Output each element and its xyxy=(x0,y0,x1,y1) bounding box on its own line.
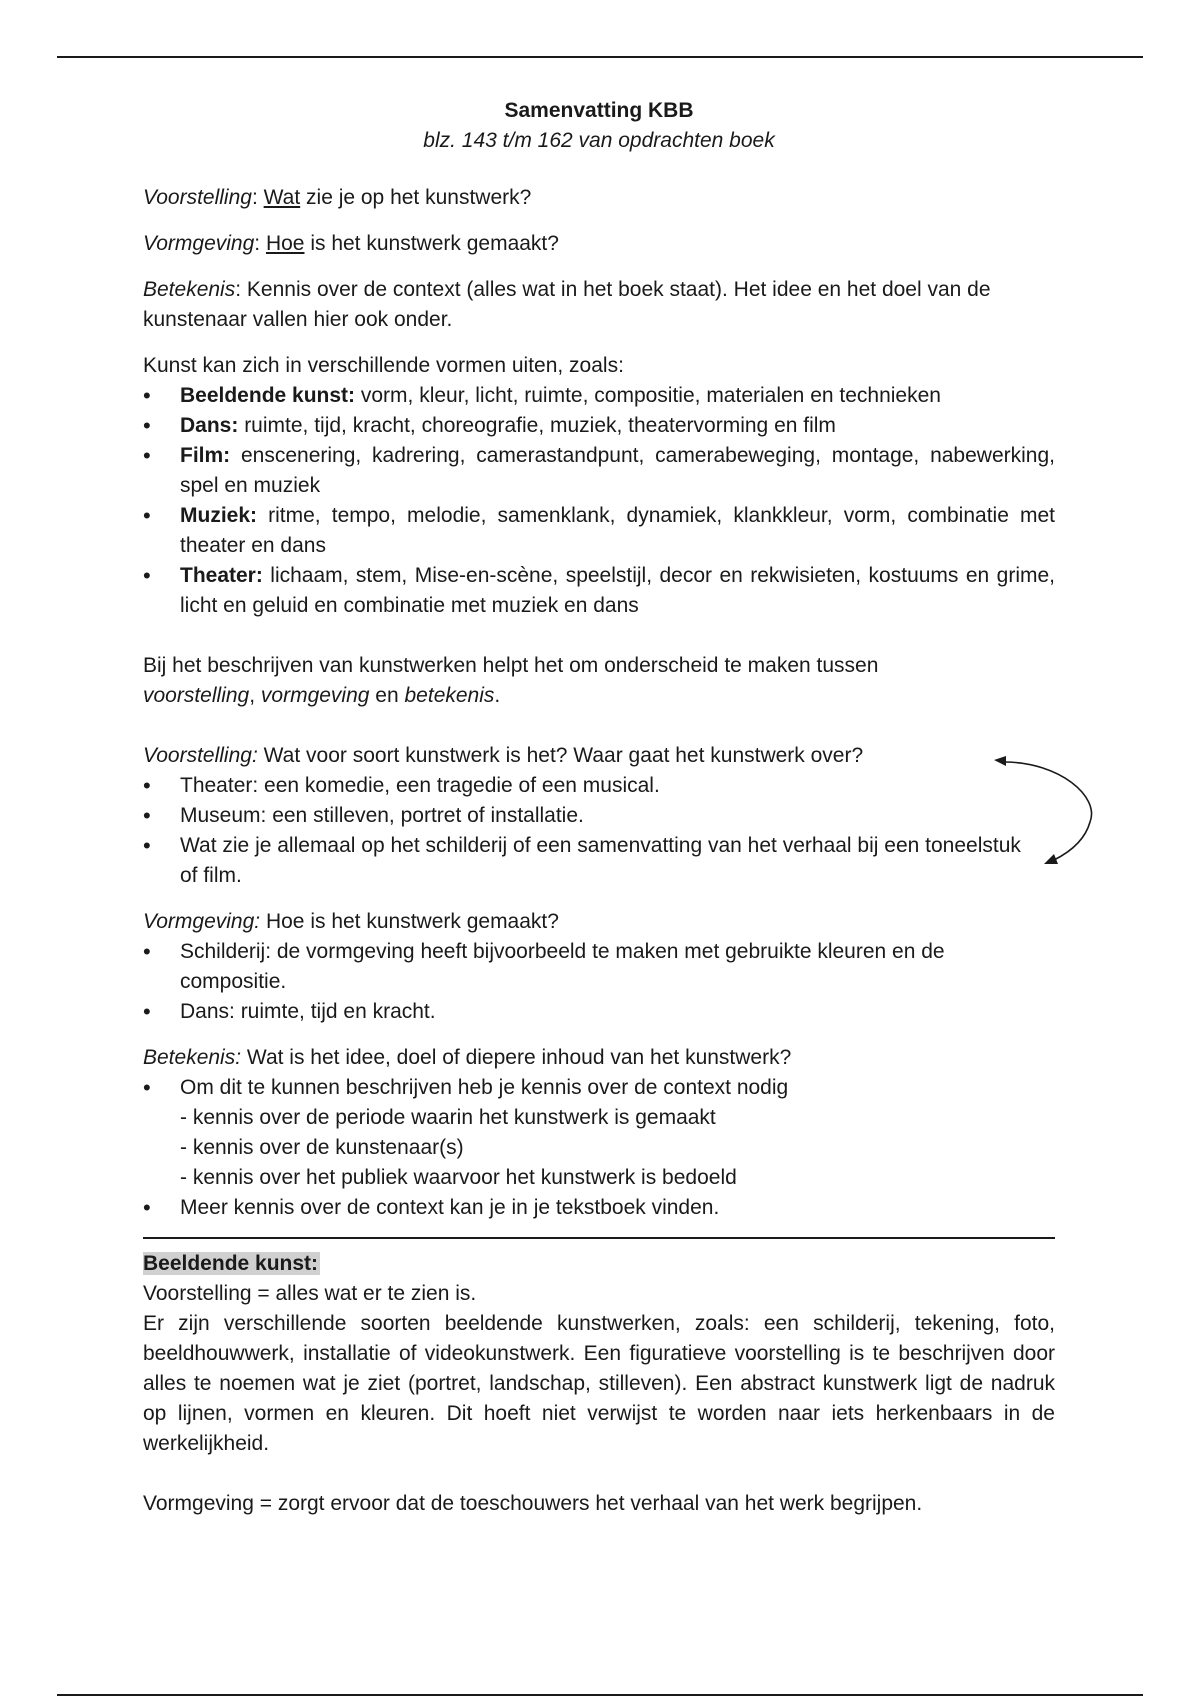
list-item: • Schilderij: de vormgeving heeft bijvoorbeeld te maken met gebruikte kleuren en de compositie. xyxy=(143,937,1023,997)
betekenis-question: Betekenis: Wat is het idee, doel of diepere inhoud van het kunstwerk? xyxy=(143,1046,792,1069)
betekenis-sublist xyxy=(180,1103,1055,1193)
forms-list xyxy=(143,381,1055,621)
definition-voorstelling: Voorstelling: Wat zie je op het kunstwerk? xyxy=(143,186,532,209)
describe-paragraph: Bij het beschrijven van kunstwerken helpt het om onderscheid te maken tussen voorstelling, vormgeving en betekenis. xyxy=(143,654,879,707)
document-title: Samenvatting KBB xyxy=(504,99,694,122)
list-item: • Meer kennis over de context kan je in je tekstboek vinden. xyxy=(143,1193,1055,1223)
list-item: • Film: enscenering, kadrering, camerastandpunt, camerabeweging, montage, nabewerking, spel en muziek xyxy=(143,441,1055,501)
vormgeving-list xyxy=(143,937,1023,1027)
document-subtitle: blz. 143 t/m 162 van opdrachten boek xyxy=(423,129,775,152)
voorstelling-list xyxy=(143,771,1023,891)
sub-item: - kennis over de kunstenaar(s) xyxy=(180,1136,464,1159)
forms-intro: Kunst kan zich in verschillende vormen uiten, zoals: xyxy=(143,354,624,377)
definition-betekenis: Betekenis: Kennis over de context (alles wat in het boek staat). Het idee en het doel van de kunstenaar vallen hier ook onder. xyxy=(143,278,991,331)
list-item: • Dans: ruimte, tijd en kracht. xyxy=(143,997,1023,1027)
list-item: • Dans: ruimte, tijd, kracht, choreografie, muziek, theatervorming en film xyxy=(143,411,1055,441)
beeldende-voorstelling: Voorstelling = alles wat er te zien is. xyxy=(143,1282,477,1305)
voorstelling-question: Voorstelling: Wat voor soort kunstwerk is het? Waar gaat het kunstwerk over? xyxy=(143,744,864,767)
list-item: • Museum: een stilleven, portret of installatie. xyxy=(143,801,1023,831)
sub-item: - kennis over de periode waarin het kunstwerk is gemaakt xyxy=(180,1106,716,1129)
vormgeving-question: Vormgeving: Hoe is het kunstwerk gemaakt? xyxy=(143,910,559,933)
list-item: • Wat zie je allemaal op het schilderij of een samenvatting van het verhaal bij een toneelstuk of film. xyxy=(143,831,1023,891)
bottom-rule xyxy=(57,1694,1143,1696)
betekenis-list xyxy=(143,1073,1055,1223)
curved-arrow-icon xyxy=(990,752,1100,872)
beeldende-heading: Beeldende kunst: xyxy=(143,1252,319,1275)
section-divider xyxy=(143,1237,1055,1239)
sub-item: - kennis over het publiek waarvoor het kunstwerk is bedoeld xyxy=(180,1166,737,1189)
beeldende-vormgeving: Vormgeving = zorgt ervoor dat de toeschouwers het verhaal van het werk begrijpen. xyxy=(143,1492,923,1515)
list-item: • Muziek: ritme, tempo, melodie, samenklank, dynamiek, klankkleur, vorm, combinatie met theater en dans xyxy=(143,501,1055,561)
beeldende-paragraph: Er zijn verschillende soorten beeldende kunstwerken, zoals: een schilderij, tekening, foto, beeldhouwwerk, installatie of videokunstwerk. Een figuratieve voorstelling is te beschrijven door alles te noemen wat je ziet (portret, landschap, stilleven). Een abstract kunstwerk ligt de nadruk op lijnen, vormen en kleuren. Dit hoeft niet verwijst te worden naar iets herkenbaars in de werkelijkheid. xyxy=(143,1312,1055,1455)
definition-vormgeving: Vormgeving: Hoe is het kunstwerk gemaakt? xyxy=(143,232,559,255)
list-item: • Theater: lichaam, stem, Mise-en-scène, speelstijl, decor en rekwisieten, kostuums en grime, licht en geluid en combinatie met muziek en dans xyxy=(143,561,1055,621)
list-item: • Theater: een komedie, een tragedie of een musical. xyxy=(143,771,1023,801)
list-item: • Om dit te kunnen beschrijven heb je kennis over de context nodig - kennis over de periode waarin het kunstwerk is gemaakt - kennis over de kunstenaar(s) - kennis over het publiek waarvoor het kunstwerk is bedoeld xyxy=(143,1073,1055,1193)
document-body xyxy=(143,96,1055,1519)
list-item: • Beeldende kunst: vorm, kleur, licht, ruimte, compositie, materialen en technieken xyxy=(143,381,1055,411)
top-rule xyxy=(57,56,1143,58)
